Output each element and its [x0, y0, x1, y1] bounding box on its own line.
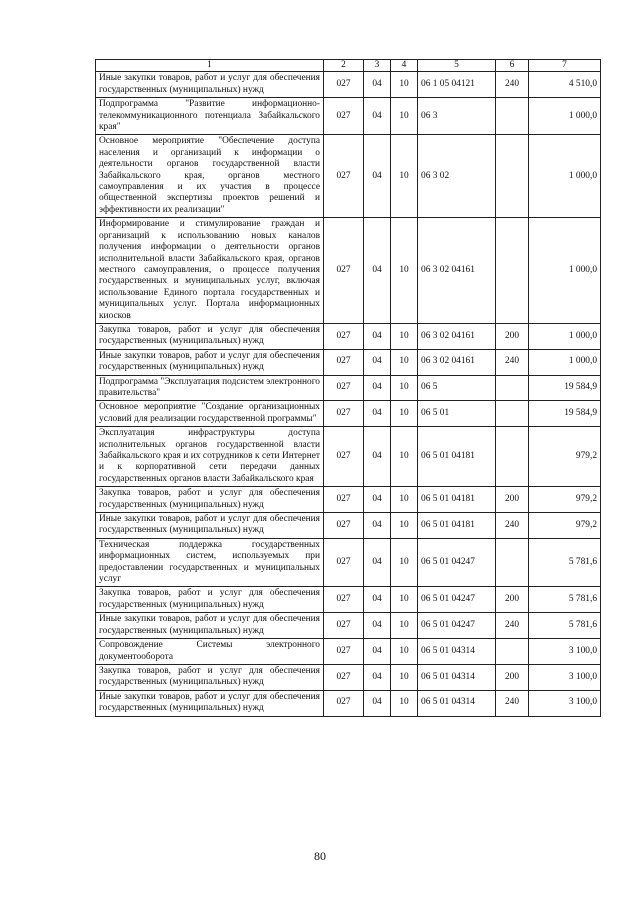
row-section-cell: 04: [364, 427, 391, 487]
row-subsection-cell: 10: [391, 375, 418, 401]
row-expense-type-cell: 240: [496, 349, 529, 375]
row-section-cell: 04: [364, 538, 391, 587]
row-section-cell: 04: [364, 375, 391, 401]
row-target-article-cell: 06 3 02 04161: [418, 218, 496, 324]
table-row: [96, 375, 601, 401]
row-name-cell: Подпрограмма "Эксплуатация подсистем электронного правительства": [96, 375, 324, 401]
row-expense-type-cell: [496, 375, 529, 401]
row-subsection-cell: 10: [391, 664, 418, 690]
table-row: [96, 690, 601, 716]
row-ministry-code-cell: 027: [324, 664, 364, 690]
row-target-article-cell: 06 5 01: [418, 401, 496, 427]
row-expense-type-cell: [496, 639, 529, 665]
row-amount-cell: 1 000,0: [529, 98, 601, 135]
row-amount-cell: 979,2: [529, 487, 601, 513]
row-expense-type-cell: [496, 135, 529, 218]
table-row: [96, 639, 601, 665]
row-target-article-cell: 06 3: [418, 98, 496, 135]
row-expense-type-cell: [496, 98, 529, 135]
row-ministry-code-cell: 027: [324, 401, 364, 427]
row-expense-type-cell: [496, 427, 529, 487]
row-subsection-cell: 10: [391, 639, 418, 665]
row-section-cell: 04: [364, 513, 391, 539]
row-target-article-cell: 06 5: [418, 375, 496, 401]
row-name-cell: Подпрограмма "Развитие информационно-телекоммуникационного потенциала Забайкальского края": [96, 98, 324, 135]
row-subsection-cell: 10: [391, 690, 418, 716]
row-target-article-cell: 06 5 01 04314: [418, 639, 496, 665]
row-section-cell: 04: [364, 72, 391, 98]
row-amount-cell: 19 584,9: [529, 401, 601, 427]
row-expense-type-cell: 240: [496, 690, 529, 716]
table-row: [96, 613, 601, 639]
row-section-cell: 04: [364, 135, 391, 218]
row-amount-cell: 979,2: [529, 427, 601, 487]
row-name-cell: Иные закупки товаров, работ и услуг для обеспечения государственных (муниципальных) нужд: [96, 613, 324, 639]
row-target-article-cell: 06 5 01 04314: [418, 664, 496, 690]
row-target-article-cell: 06 5 01 04181: [418, 487, 496, 513]
row-section-cell: 04: [364, 401, 391, 427]
row-section-cell: 04: [364, 487, 391, 513]
row-ministry-code-cell: 027: [324, 98, 364, 135]
row-ministry-code-cell: 027: [324, 690, 364, 716]
row-name-cell: Закупка товаров, работ и услуг для обеспечения государственных (муниципальных) нужд: [96, 487, 324, 513]
row-section-cell: 04: [364, 218, 391, 324]
header-cell-col-4: 4: [391, 60, 418, 72]
row-target-article-cell: 06 3 02: [418, 135, 496, 218]
row-ministry-code-cell: 027: [324, 323, 364, 349]
row-section-cell: 04: [364, 613, 391, 639]
row-ministry-code-cell: 027: [324, 349, 364, 375]
row-name-cell: Информирование и стимулирование граждан и организаций к использованию новых каналов получения информации о деятельности органов исполнительной власти Забайкальского края, органов местного самоуправления, о процессе получения государственных и муниципальных услуг, включая использование Единого портала государственных и муниципальных услуг. Портала информационных киосков: [96, 218, 324, 324]
row-ministry-code-cell: 027: [324, 639, 364, 665]
row-ministry-code-cell: 027: [324, 135, 364, 218]
row-name-cell: Сопровождение Системы электронного документооборота: [96, 639, 324, 665]
row-amount-cell: 3 100,0: [529, 690, 601, 716]
row-amount-cell: 5 781,6: [529, 613, 601, 639]
row-section-cell: 04: [364, 690, 391, 716]
row-name-cell: Закупка товаров, работ и услуг для обеспечения государственных (муниципальных) нужд: [96, 323, 324, 349]
row-amount-cell: 1 000,0: [529, 218, 601, 324]
row-subsection-cell: 10: [391, 613, 418, 639]
row-target-article-cell: 06 3 02 04161: [418, 349, 496, 375]
row-name-cell: Основное мероприятие "Создание организационных условий для реализации государственной программы": [96, 401, 324, 427]
row-ministry-code-cell: 027: [324, 375, 364, 401]
row-expense-type-cell: 200: [496, 587, 529, 613]
table-row: [96, 98, 601, 135]
budget-table: [95, 59, 601, 717]
table-row: [96, 538, 601, 587]
row-ministry-code-cell: 027: [324, 72, 364, 98]
row-name-cell: Иные закупки товаров, работ и услуг для обеспечения государственных (муниципальных) нужд: [96, 513, 324, 539]
row-expense-type-cell: [496, 538, 529, 587]
row-expense-type-cell: 200: [496, 664, 529, 690]
row-target-article-cell: 06 5 01 04314: [418, 690, 496, 716]
row-section-cell: 04: [364, 639, 391, 665]
row-name-cell: Техническая поддержка государственных информационных систем, используемых при предоставлении государственных и муниципальных услуг: [96, 538, 324, 587]
row-section-cell: 04: [364, 587, 391, 613]
row-subsection-cell: 10: [391, 323, 418, 349]
row-section-cell: 04: [364, 349, 391, 375]
row-name-cell: Иные закупки товаров, работ и услуг для обеспечения государственных (муниципальных) нужд: [96, 690, 324, 716]
row-target-article-cell: 06 1 05 04121: [418, 72, 496, 98]
row-expense-type-cell: [496, 401, 529, 427]
row-name-cell: Основное мероприятие "Обеспечение доступа населения и организаций к информации о деятельности органов государственной власти Забайкальского края, органов местного самоуправления и их участия в процессе общественной экспертизы проектов решений и эффективности их реализации": [96, 135, 324, 218]
row-ministry-code-cell: 027: [324, 427, 364, 487]
row-expense-type-cell: 200: [496, 487, 529, 513]
row-amount-cell: 5 781,6: [529, 538, 601, 587]
table-row: [96, 401, 601, 427]
table-row: [96, 487, 601, 513]
row-amount-cell: 19 584,9: [529, 375, 601, 401]
row-ministry-code-cell: 027: [324, 587, 364, 613]
row-amount-cell: 3 100,0: [529, 664, 601, 690]
table-row: [96, 664, 601, 690]
row-subsection-cell: 10: [391, 218, 418, 324]
row-name-cell: Эксплуатация инфраструктуры доступа исполнительных органов государственной власти Забайкальского края и их сотрудников к сети Интернет и к корпоративной сети передачи данных государственных органов власти Забайкальского края: [96, 427, 324, 487]
row-expense-type-cell: 240: [496, 72, 529, 98]
row-target-article-cell: 06 5 01 04181: [418, 427, 496, 487]
header-cell-col-3: 3: [364, 60, 391, 72]
row-target-article-cell: 06 5 01 04247: [418, 538, 496, 587]
row-expense-type-cell: 240: [496, 613, 529, 639]
table-row: [96, 218, 601, 324]
row-subsection-cell: 10: [391, 135, 418, 218]
header-cell-col-7: 7: [529, 60, 601, 72]
header-cell-col-6: 6: [496, 60, 529, 72]
header-row: [96, 60, 601, 72]
row-subsection-cell: 10: [391, 538, 418, 587]
row-name-cell: Иные закупки товаров, работ и услуг для обеспечения государственных (муниципальных) нужд: [96, 349, 324, 375]
row-section-cell: 04: [364, 664, 391, 690]
row-amount-cell: 979,2: [529, 513, 601, 539]
header-cell-col-2: 2: [324, 60, 364, 72]
table-row: [96, 323, 601, 349]
row-amount-cell: 4 510,0: [529, 72, 601, 98]
header-cell-col-1: 1: [96, 60, 324, 72]
table-row: [96, 135, 601, 218]
row-subsection-cell: 10: [391, 401, 418, 427]
row-subsection-cell: 10: [391, 349, 418, 375]
row-amount-cell: 5 781,6: [529, 587, 601, 613]
table-row: [96, 72, 601, 98]
table-row: [96, 427, 601, 487]
row-ministry-code-cell: 027: [324, 538, 364, 587]
row-expense-type-cell: 240: [496, 513, 529, 539]
table-row: [96, 349, 601, 375]
row-amount-cell: 3 100,0: [529, 639, 601, 665]
row-subsection-cell: 10: [391, 427, 418, 487]
row-expense-type-cell: [496, 218, 529, 324]
row-target-article-cell: 06 5 01 04247: [418, 613, 496, 639]
row-amount-cell: 1 000,0: [529, 323, 601, 349]
row-ministry-code-cell: 027: [324, 218, 364, 324]
row-amount-cell: 1 000,0: [529, 349, 601, 375]
row-target-article-cell: 06 5 01 04181: [418, 513, 496, 539]
row-name-cell: Закупка товаров, работ и услуг для обеспечения государственных (муниципальных) нужд: [96, 587, 324, 613]
row-expense-type-cell: 200: [496, 323, 529, 349]
row-subsection-cell: 10: [391, 98, 418, 135]
row-target-article-cell: 06 3 02 04161: [418, 323, 496, 349]
table-row: [96, 587, 601, 613]
row-section-cell: 04: [364, 323, 391, 349]
row-target-article-cell: 06 5 01 04247: [418, 587, 496, 613]
table-row: [96, 513, 601, 539]
row-ministry-code-cell: 027: [324, 613, 364, 639]
row-ministry-code-cell: 027: [324, 513, 364, 539]
page-number: 80: [314, 849, 326, 863]
row-ministry-code-cell: 027: [324, 487, 364, 513]
row-subsection-cell: 10: [391, 513, 418, 539]
header-cell-col-5: 5: [418, 60, 496, 72]
row-amount-cell: 1 000,0: [529, 135, 601, 218]
row-name-cell: Иные закупки товаров, работ и услуг для обеспечения государственных (муниципальных) нужд: [96, 72, 324, 98]
row-subsection-cell: 10: [391, 587, 418, 613]
row-section-cell: 04: [364, 98, 391, 135]
row-subsection-cell: 10: [391, 72, 418, 98]
row-subsection-cell: 10: [391, 487, 418, 513]
row-name-cell: Закупка товаров, работ и услуг для обеспечения государственных (муниципальных) нужд: [96, 664, 324, 690]
